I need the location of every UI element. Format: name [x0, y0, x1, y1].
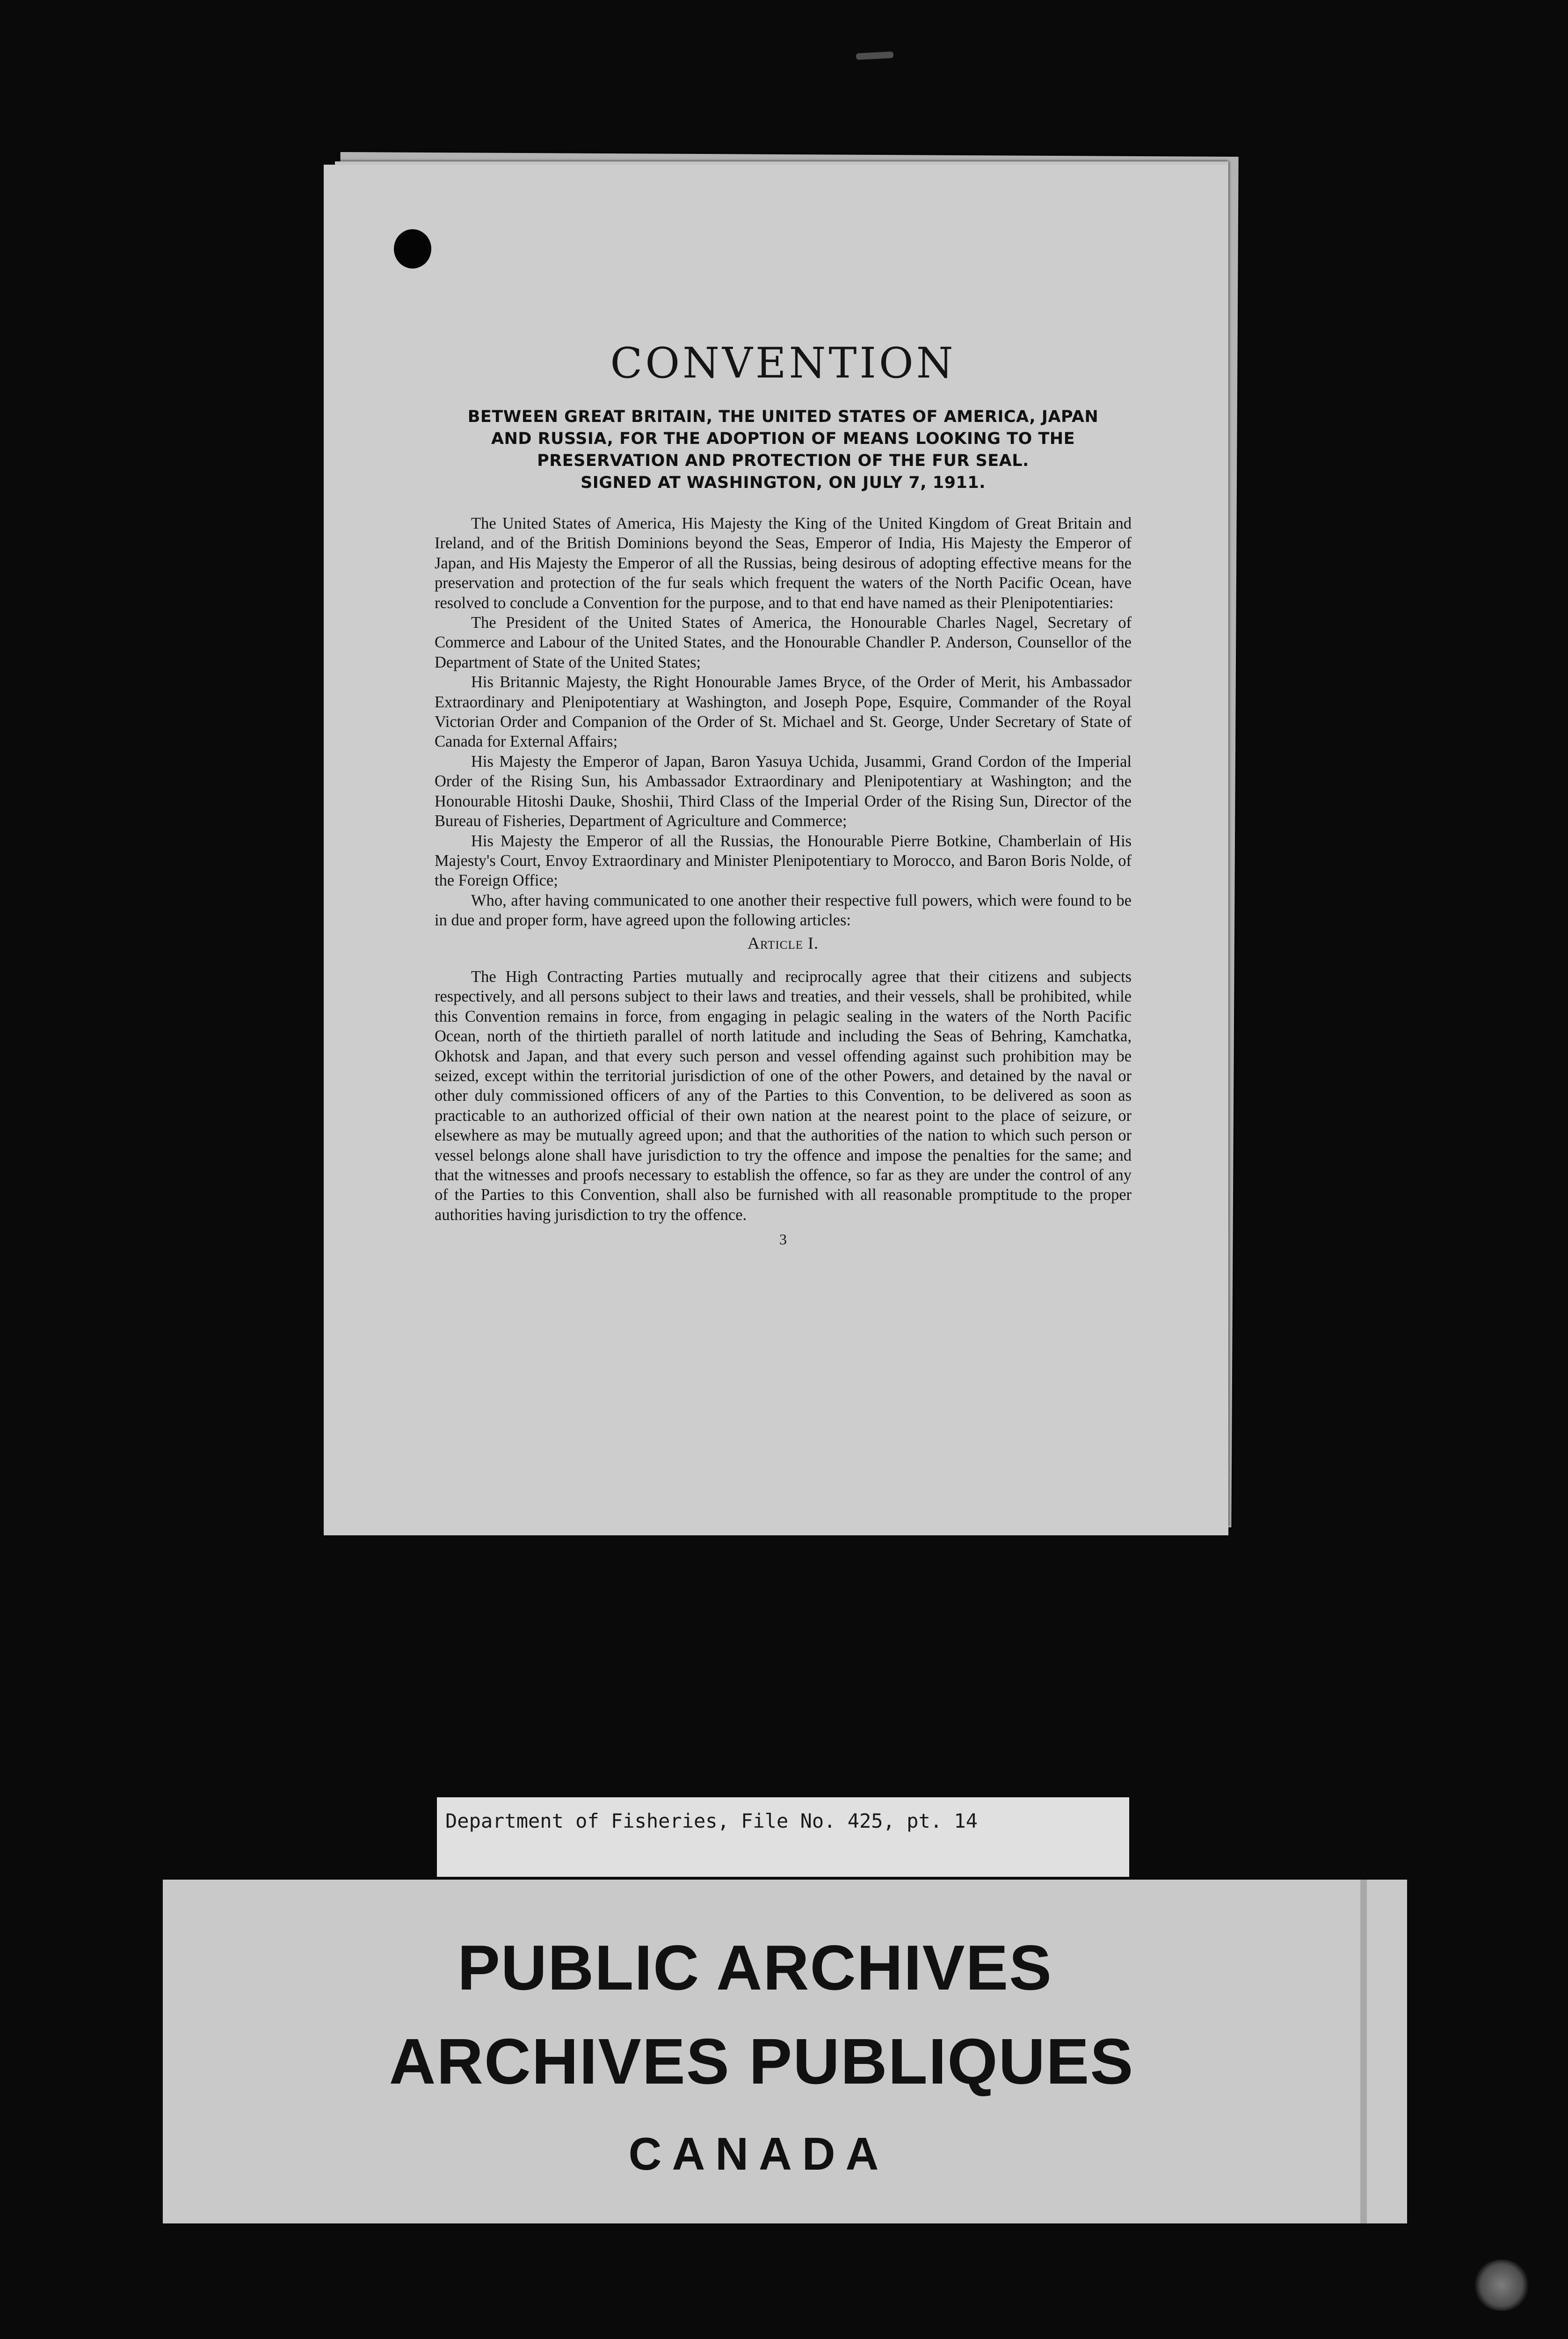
document-body — [435, 514, 1132, 1249]
subtitle-line: PRESERVATION AND PROTECTION OF THE FUR SEAL. — [537, 451, 1029, 470]
document-subtitle — [435, 406, 1132, 494]
paragraph-britain: His Britannic Majesty, the Right Honourable James Bryce, of the Order of Merit, his Ambassador Extraordinary and Plenipotentiary at Washington, and Joseph Pope, Esquire, Commander of the Royal Victorian Order and Companion of the Order of St. Michael and St. George, Under Secretary of State of Canada for External Affairs; — [435, 673, 1132, 751]
subtitle-line: AND RUSSIA, FOR THE ADOPTION OF MEANS LOOKING TO THE — [491, 429, 1075, 448]
archive-stamp-card — [163, 1880, 1407, 2223]
subtitle-line: SIGNED AT WASHINGTON, ON JULY 7, 1911. — [581, 473, 986, 492]
paragraph-usa: The President of the United States of America, the Honourable Charles Nagel, Secretary of Commerce and Labour of the United States, and the Honourable Chandler P. Anderson, Counsellor of the Department of State of the United States; — [435, 614, 1132, 671]
page-number: 3 — [779, 1231, 787, 1248]
paragraph-preamble: The United States of America, His Majesty the King of the United Kingdom of Great Britain and Ireland, and of the British Dominions beyond the Seas, Emperor of India, His Majesty the Emperor of Japan, and His Majesty the Emperor of all the Russias, being desirous of adopting effective means for the preservation and protection of the fur seals which frequent the waters of the North Pacific Ocean, have resolved to conclude a Convention for the purpose, and to that end have named as their Plenipotentiaries: — [435, 515, 1132, 612]
subtitle-line: BETWEEN GREAT BRITAIN, THE UNITED STATES OF AMERICA, JAPAN — [467, 407, 1099, 426]
film-scratch-mark — [856, 51, 894, 60]
article-heading: Article I. — [748, 933, 819, 952]
archive-line-country: CANADA — [628, 2128, 889, 2179]
file-reference-label — [437, 1797, 1129, 1877]
paragraph-powers: Who, after having communicated to one another their respective full powers, which were found to be in due and proper form, have agreed upon the following articles: — [435, 891, 1132, 930]
file-reference-text: Department of Fisheries, File No. 425, pt. 14 — [445, 1809, 978, 1832]
paragraph-japan: His Majesty the Emperor of Japan, Baron Yasuya Uchida, Jusammi, Grand Cordon of the Imperial Order of the Rising Sun, his Ambassador Extraordinary and Plenipotentiary at Washington; and the Honourable Hitoshi Dauke, Shoshii, Third Class of the Imperial Order of the Rising Sun, Director of the Bureau of Fisheries, Department of Agriculture and Commerce; — [435, 752, 1132, 830]
document-content — [435, 339, 1132, 1249]
corner-seal-mark — [1474, 2259, 1530, 2311]
archive-line-english: PUBLIC ARCHIVES — [457, 1932, 1053, 2003]
archive-line-french: ARCHIVES PUBLIQUES — [389, 2026, 1134, 2098]
punch-hole — [394, 229, 431, 269]
document-title: CONVENTION — [610, 339, 956, 388]
paragraph-article-1: The High Contracting Parties mutually and reciprocally agree that their citizens and subjects respectively, and all persons subject to their laws and treaties, and their vessels, shall be prohibited, while this Convention remains in force, from engaging in pelagic sealing in the waters of the North Pacific Ocean, north of the thirtieth parallel of north latitude and including the Seas of Behring, Kamchatka, Okhotsk and Japan, and that every such person and vessel offending against such prohibition may be seized, except within the territorial jurisdiction of one of the other Powers, and detained by the naval or other duly commissioned officers of any of the Parties to this Convention, to be delivered as soon as practicable to an authorized official of their own nation at the nearest point to the place of seizure, or elsewhere as may be mutually agreed upon; and that the authorities of the nation to which such person or vessel belongs alone shall have jurisdiction to try the offence and impose the penalties for the same; and that the witnesses and proofs necessary to establish the offence, so far as they are under the control of any of the Parties to this Convention, shall also be furnished with all reasonable promptitude to the proper authorities having jurisdiction to try the offence. — [435, 967, 1132, 1224]
document-page — [324, 165, 1228, 1535]
paragraph-russia: His Majesty the Emperor of all the Russias, the Honourable Pierre Botkine, Chamberlain of His Majesty's Court, Envoy Extraordinary and Minister Plenipotentiary to Morocco, and Baron Boris Nolde, of the Foreign Office; — [435, 832, 1132, 890]
